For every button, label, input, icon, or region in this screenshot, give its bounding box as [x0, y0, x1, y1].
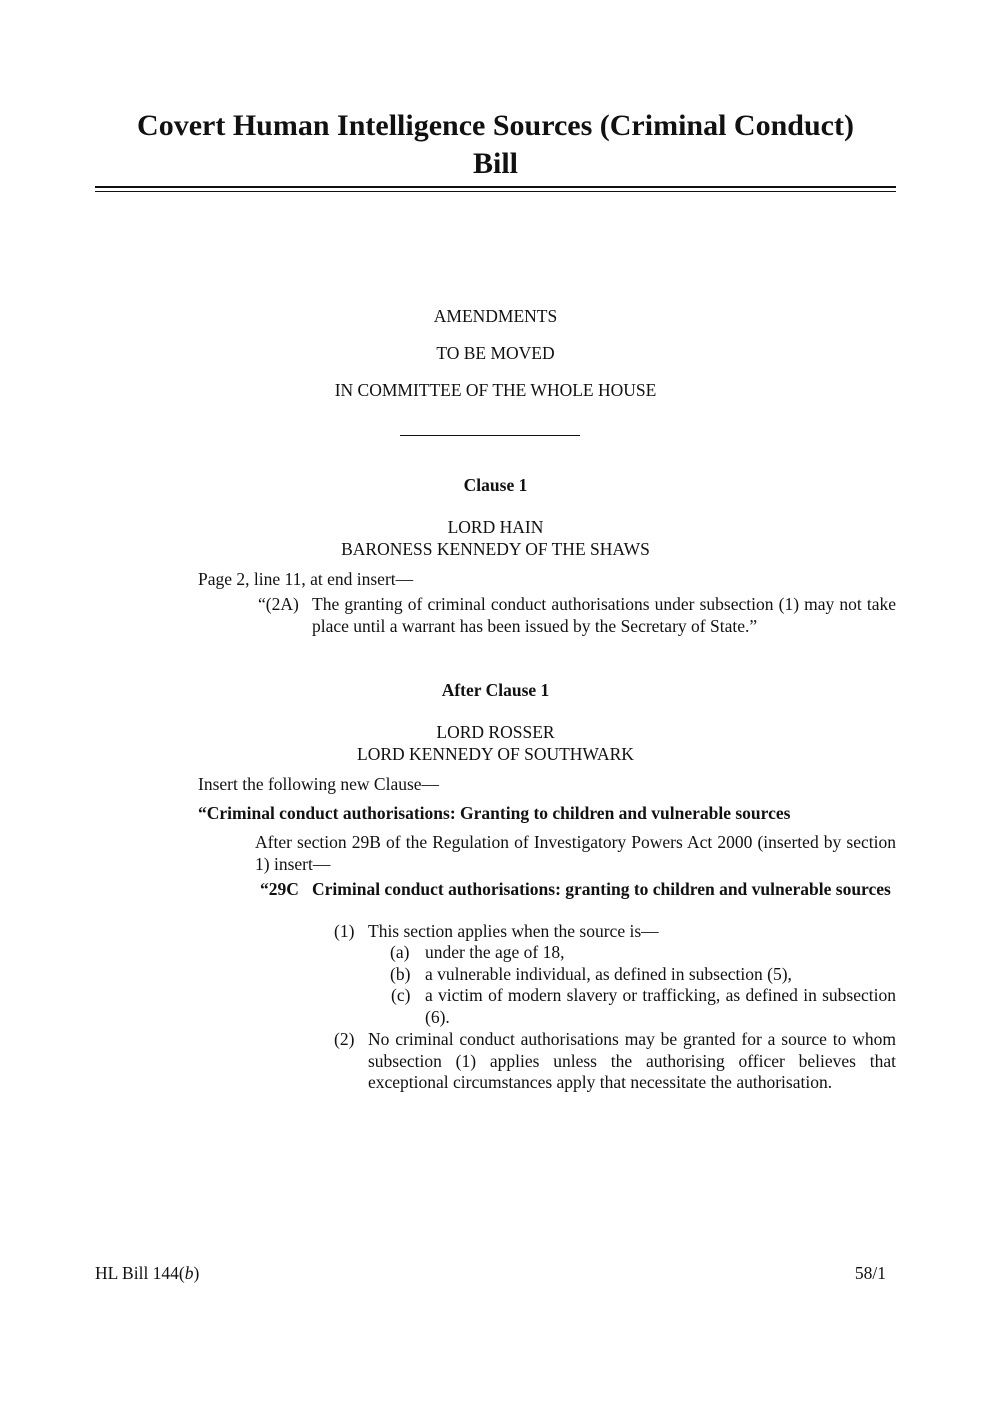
section-title: Criminal conduct authorisations: granting to children and vulnerable sources — [312, 879, 891, 899]
paragraph-label: (c) — [391, 985, 411, 1005]
heading-to-be-moved: TO BE MOVED — [436, 343, 555, 363]
paragraph-label: (b) — [390, 964, 411, 984]
heading-committee: IN COMMITTEE OF THE WHOLE HOUSE — [334, 380, 657, 400]
clause-heading: After Clause 1 — [441, 680, 550, 700]
amendment-instruction: Page 2, line 11, at end insert— — [198, 569, 414, 589]
mover: LORD KENNEDY OF SOUTHWARK — [357, 744, 634, 764]
paragraph-text: under the age of 18, — [425, 942, 565, 962]
subsection-label: (1) — [334, 921, 355, 941]
subsection-text: This section applies when the source is— — [368, 921, 659, 941]
paragraph-label: (a) — [390, 942, 410, 962]
bill-number — [95, 1263, 199, 1285]
new-clause-intro: After section 29B of the Regulation of Investigatory Powers Act 2000 (inserted by section 1) insert— — [255, 832, 896, 874]
bill-title-line1: Covert Human Intelligence Sources (Criminal Conduct) — [137, 109, 854, 142]
section-label: “29C — [260, 879, 299, 899]
page-number: 58/1 — [854, 1263, 886, 1283]
bill-number-close: ) — [193, 1263, 200, 1283]
amendment-text: The granting of criminal conduct authorisations under subsection (1) may not take place until a warrant has been issued by the Secretary of State.” — [312, 594, 896, 636]
paragraph-text: a vulnerable individual, as defined in subsection (5), — [425, 964, 792, 984]
subsection-text: No criminal conduct authorisations may be granted for a source to whom subsection (1) applies unless the authorising officer believes that exceptional circumstances apply that necessitate the authorisation. — [368, 1029, 896, 1093]
bill-title-line2: Bill — [472, 147, 518, 180]
new-clause-title: “Criminal conduct authorisations: Granting to children and vulnerable sources — [198, 803, 791, 823]
paragraph-text: a victim of modern slavery or trafficking, as defined in subsection (6). — [425, 985, 896, 1027]
subsection-label: “(2A) — [258, 594, 299, 614]
subsection-label: (2) — [334, 1029, 355, 1049]
title-rule-bottom — [95, 191, 896, 192]
mover: LORD ROSSER — [436, 722, 555, 742]
heading-amendments: AMENDMENTS — [433, 306, 558, 326]
bill-number-prefix: HL Bill 144( — [95, 1263, 185, 1283]
clause-heading: Clause 1 — [463, 475, 528, 495]
amendment-instruction: Insert the following new Clause— — [198, 774, 440, 794]
separator-rule — [400, 435, 580, 436]
title-rule-top — [95, 186, 896, 188]
bill-number-suffix: b — [184, 1263, 194, 1283]
mover: BARONESS KENNEDY OF THE SHAWS — [341, 539, 650, 559]
mover: LORD HAIN — [447, 517, 544, 537]
